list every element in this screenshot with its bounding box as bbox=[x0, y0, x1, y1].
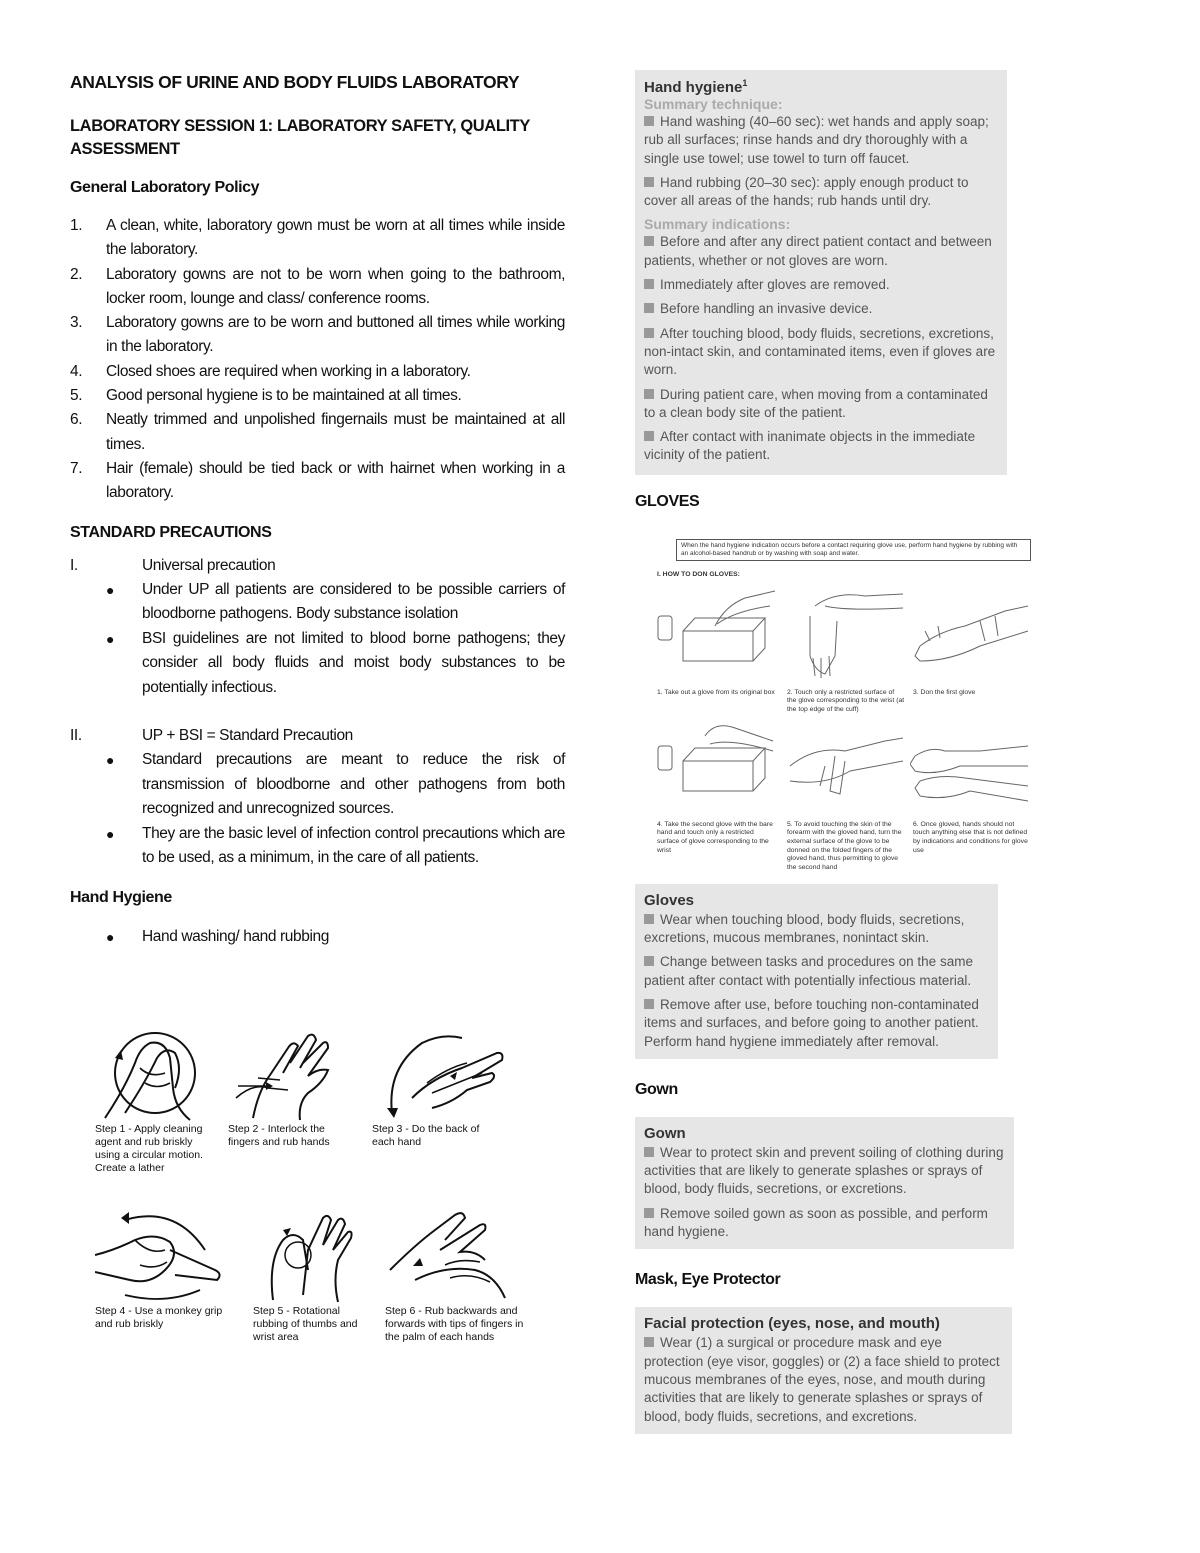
glove-donning-figure bbox=[635, 531, 1035, 876]
gown-item: Remove soiled gown as soon as possible, and perform hand hygiene. bbox=[644, 1205, 988, 1240]
precaution-section-title bbox=[70, 724, 565, 748]
section-title: Universal precaution bbox=[142, 556, 276, 574]
step-caption: Step 5 - Rotational rubbing of thumbs and wrist area bbox=[253, 1305, 358, 1343]
hand-hygiene-heading: Hand Hygiene bbox=[70, 888, 172, 906]
gloved-hands-icon bbox=[910, 716, 1030, 816]
bullet-text: BSI guidelines are not limited to blood borne pathogens; they consider all body fluids and moist body substances to be potentially infectious. bbox=[142, 629, 565, 696]
item-text: Hair (female) should be tied back or with hairnet when working in a laboratory. bbox=[106, 459, 565, 502]
precaution-section-title bbox=[70, 554, 565, 578]
glove-notice: When the hand hygiene indication occurs before a contact requiring glove use, perform hand hygiene by rubbing with an alcohol-based handrub or by washing with soap and water. bbox=[676, 539, 1031, 561]
document-title: ANALYSIS OF URINE AND BODY FLUIDS LABORATORY bbox=[70, 72, 520, 92]
glove-turn-icon bbox=[785, 716, 905, 816]
left-column bbox=[70, 72, 565, 949]
item-text: Neatly trimmed and unpolished fingernails must be maintained at all times. bbox=[106, 411, 565, 453]
bullet-text: Hand washing/ hand rubbing bbox=[142, 927, 329, 945]
square-bullet-icon bbox=[644, 116, 654, 126]
mask-item: Wear (1) a surgical or procedure mask and eye protection (eye visor, goggles) or (2) a face shield to protect mucous membranes of the eyes, nose, and mouth during activities that are likely to generate splashes or sprays of blood, body fluids, secretions, and excretions. bbox=[644, 1335, 1000, 1424]
square-bullet-icon bbox=[644, 431, 654, 441]
handwash-step-5 bbox=[253, 1210, 383, 1344]
indication-item: During patient care, when moving from a contaminated to a clean body site of the patient. bbox=[644, 386, 988, 420]
bullet-text: They are the basic level of infection control precautions which are to be used, as a minimum, in the care of all patients. bbox=[142, 824, 565, 867]
step-caption: Step 1 - Apply cleaning agent and rub briskly using a circular motion. Create a lather bbox=[95, 1123, 203, 1174]
general-policy-heading: General Laboratory Policy bbox=[70, 179, 260, 196]
square-bullet-icon bbox=[644, 328, 654, 338]
item-number: 1. bbox=[70, 217, 83, 234]
item-text: Laboratory gowns are to be worn and buttoned all times while working in the laboratory. bbox=[106, 314, 565, 356]
indication-item: After contact with inanimate objects in the immediate vicinity of the patient. bbox=[644, 429, 976, 463]
fingertips-palm-icon bbox=[385, 1210, 525, 1305]
square-bullet-icon bbox=[644, 1208, 654, 1218]
interlocked-fingers-icon bbox=[228, 1028, 348, 1123]
hand-hygiene-box bbox=[635, 70, 1007, 475]
thumb-rotation-icon bbox=[253, 1210, 363, 1305]
gown-box bbox=[635, 1117, 1014, 1249]
glove-step-caption: 4. Take the second glove with the bare hand and touch only a restricted surface of glove corresponding to the wrist bbox=[657, 820, 773, 854]
handwash-step-4 bbox=[95, 1210, 235, 1331]
handwash-step-6 bbox=[385, 1210, 535, 1344]
gown-item: Wear to protect skin and prevent soiling of clothing during activities that are likely to generate splashes or sprays of blood, body fluids, secretions, or excretions. bbox=[644, 1144, 1004, 1197]
box-title: Hand hygiene$^1$ bbox=[644, 78, 748, 96]
session-title: LABORATORY SESSION 1: LABORATORY SAFETY, QUALITY ASSESSMENT bbox=[70, 117, 530, 158]
policy-item bbox=[70, 311, 565, 360]
bullet-text: Under UP all patients are considered to be possible carriers of bloodborne pathogens. Body substance isolation bbox=[142, 580, 565, 623]
technique-label: Summary technique: bbox=[644, 96, 783, 112]
bullet-text: Standard precautions are meant to reduce the risk of transmission of bloodborne and other pathogens from both recognized and unrecognized sources. bbox=[142, 751, 565, 818]
item-number: 6. bbox=[70, 411, 83, 429]
gloves-item: Change between tasks and procedures on the same patient after contact with potentially infectious material. bbox=[644, 954, 973, 988]
item-text: A clean, white, laboratory gown must be worn at all times while inside the laboratory. bbox=[106, 217, 565, 259]
section-title: UP + BSI = Standard Precaution bbox=[142, 727, 353, 745]
step-caption: Step 6 - Rub backwards and forwards with tips of fingers in the palm of each hands bbox=[385, 1305, 524, 1343]
back-of-hand-icon bbox=[372, 1028, 512, 1123]
glove-step-caption: 5. To avoid touching the skin of the forearm with the gloved hand, turn the external surface of the glove to be donned on the folded fingers of the gloved hand, thus permitting to glove the second hand bbox=[787, 820, 902, 871]
step-caption: Step 4 - Use a monkey grip and rub briskly bbox=[95, 1305, 223, 1330]
roman-numeral: II. bbox=[70, 727, 82, 745]
policy-item bbox=[70, 263, 565, 312]
indications-label: Summary indications: bbox=[644, 216, 791, 233]
item-text: Closed shoes are required when working in a laboratory. bbox=[106, 362, 471, 380]
square-bullet-icon bbox=[644, 914, 654, 924]
precaution-bullets bbox=[70, 748, 565, 871]
square-bullet-icon bbox=[644, 236, 654, 246]
bullet-item: ● BSI guidelines are not limited to blood borne pathogens; they consider all body fluids and moist body substances to be potentially infectious. bbox=[106, 629, 565, 696]
item-number: 3. bbox=[70, 314, 83, 332]
policy-item bbox=[70, 408, 565, 457]
item-number: 4. bbox=[70, 362, 83, 380]
glove-cuff-touch-icon bbox=[785, 586, 905, 686]
box-title: Facial protection (eyes, nose, and mouth) bbox=[644, 1315, 940, 1333]
hand-hygiene-bullets bbox=[70, 925, 565, 950]
square-bullet-icon bbox=[644, 1337, 654, 1347]
square-bullet-icon bbox=[644, 177, 654, 187]
box-title: Gloves bbox=[644, 891, 695, 909]
second-glove-box-icon bbox=[655, 716, 780, 816]
glove-step-caption: 2. Touch only a restricted surface of the glove corresponding to the wrist (at the top edge of the cuff) bbox=[787, 688, 905, 713]
handwash-step-3 bbox=[372, 1028, 512, 1149]
step-caption: Step 3 - Do the back of each hand bbox=[372, 1123, 480, 1148]
gloves-heading: GLOVES bbox=[635, 492, 700, 510]
glove-step-caption: 6. Once gloved, hands should not touch anything else that is not defined by indications and conditions for glove use bbox=[913, 820, 1028, 854]
indication-item: Before and after any direct patient contact and between patients, whether or not gloves are worn. bbox=[644, 234, 992, 268]
item-number: 2. bbox=[70, 265, 83, 283]
monkey-grip-icon bbox=[95, 1210, 230, 1305]
item-number: 5. bbox=[70, 387, 83, 405]
item-text: Good personal hygiene is to be maintained at all times. bbox=[106, 387, 462, 405]
how-to-don-label: I. HOW TO DON GLOVES: bbox=[657, 570, 740, 578]
bullet-item: ● They are the basic level of infection control precautions which are to be used, as a minimum, in the care of all patients. bbox=[106, 824, 565, 867]
square-bullet-icon bbox=[644, 389, 654, 399]
square-bullet-icon bbox=[644, 999, 654, 1009]
indication-item: Immediately after gloves are removed. bbox=[644, 276, 997, 294]
policy-list bbox=[70, 214, 565, 506]
precaution-bullets bbox=[70, 578, 565, 701]
square-bullet-icon bbox=[644, 956, 654, 966]
handwash-step-1 bbox=[95, 1028, 225, 1175]
mask-heading: Mask, Eye Protector bbox=[635, 1271, 781, 1289]
policy-item bbox=[70, 360, 565, 384]
glove-box-icon bbox=[655, 586, 780, 686]
bullet-item: ● Hand washing/ hand rubbing bbox=[106, 927, 329, 945]
handwash-step-2 bbox=[228, 1028, 358, 1149]
item-text: Laboratory gowns are not to be worn when going to the bathroom, locker room, lounge and class/ conference rooms. bbox=[106, 265, 565, 307]
bullet-item: ● Standard precautions are meant to reduce the risk of transmission of bloodborne and other pathogens from both recognized and unrecognized sources. bbox=[106, 751, 565, 818]
square-bullet-icon bbox=[644, 279, 654, 289]
indication-item: After touching blood, body fluids, secretions, excretions, non-intact skin, and contaminated items, even if gloves are worn. bbox=[644, 325, 996, 378]
glove-step-caption: 1. Take out a glove from its original box bbox=[657, 688, 775, 696]
technique-item: Hand washing (40–60 sec): wet hands and apply soap; rub all surfaces; rinse hands and dry thoroughly with a single use towel; use towel to turn off faucet. bbox=[644, 114, 989, 166]
step-caption: Step 2 - Interlock the fingers and rub hands bbox=[228, 1123, 330, 1148]
technique-item: Hand rubbing (20–30 sec): apply enough product to cover all areas of the hands; rub hands until dry. bbox=[644, 174, 969, 209]
footnote-mark: 1 bbox=[742, 78, 748, 88]
right-column bbox=[635, 70, 1028, 1434]
gloves-box bbox=[635, 884, 998, 1059]
square-bullet-icon bbox=[644, 1147, 654, 1157]
handwashing-steps-figure bbox=[95, 1028, 535, 1353]
policy-item bbox=[70, 384, 565, 408]
indication-item: Before handling an invasive device. bbox=[644, 300, 997, 318]
gown-heading: Gown bbox=[635, 1080, 678, 1098]
roman-numeral: I. bbox=[70, 556, 78, 574]
box-title: Gown bbox=[644, 1124, 686, 1142]
facial-protection-box bbox=[635, 1307, 1012, 1433]
hands-rubbing-icon bbox=[95, 1028, 210, 1123]
square-bullet-icon bbox=[644, 303, 654, 313]
bullet-item: ● Under UP all patients are considered to be possible carriers of bloodborne pathogens. Body substance isolation bbox=[106, 580, 565, 623]
gloves-item: Remove after use, before touching non-contaminated items and surfaces, and before going to another patient. Perform hand hygiene immediately after removal. bbox=[644, 996, 979, 1049]
policy-item bbox=[70, 214, 565, 263]
standard-precautions-heading: STANDARD PRECAUTIONS bbox=[70, 523, 272, 541]
glove-step-caption: 3. Don the first glove bbox=[913, 688, 976, 696]
item-number: 7. bbox=[70, 459, 83, 477]
gloves-item: Wear when touching blood, body fluids, secretions, excretions, mucous membranes, nonintact skin. bbox=[644, 911, 965, 946]
first-glove-icon bbox=[910, 586, 1030, 686]
policy-item bbox=[70, 457, 565, 506]
